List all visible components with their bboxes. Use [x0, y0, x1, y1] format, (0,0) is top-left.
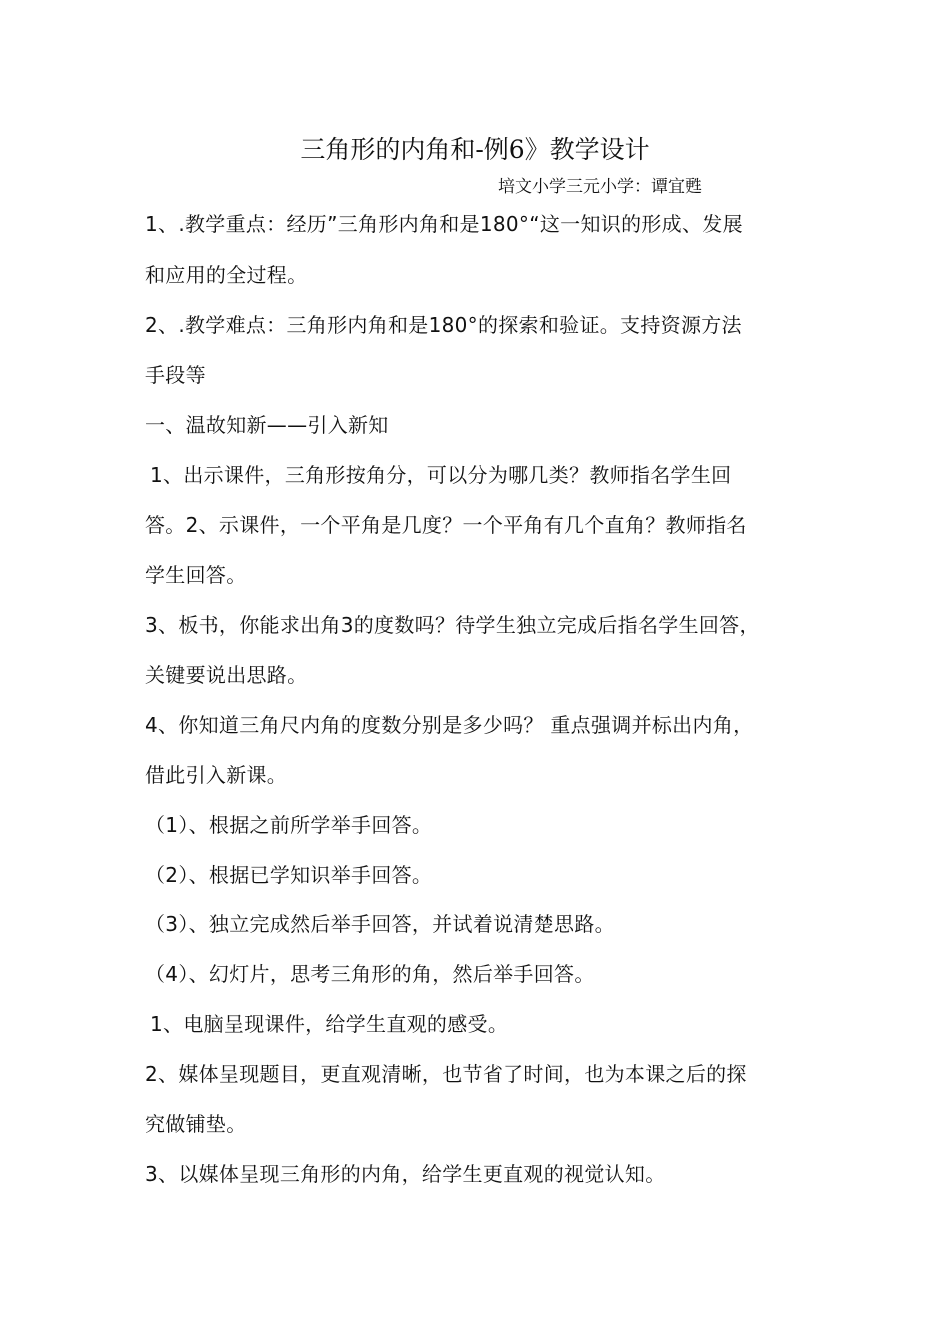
difficulty-line-2: 手段等 — [145, 363, 206, 387]
paragraph-line: 1、电脑呈现课件，给学生直观的感受。 — [150, 1012, 509, 1036]
paragraph-line: 3、以媒体呈现三角形的内角，给学生更直观的视觉认知。 — [145, 1162, 666, 1186]
key-point-line-1: 1、.教学重点：经历”三角形内角和是180°“这一知识的形成、发展 — [145, 212, 743, 236]
paragraph-line: 究做铺垫。 — [145, 1112, 247, 1136]
list-item: （1）、根据之前所学举手回答。 — [145, 813, 433, 837]
paragraph-line: 答。2、示课件，一个平角是几度？一个平角有几个直角？教师指名 — [145, 513, 747, 537]
list-item: （4）、幻灯片，思考三角形的角，然后举手回答。 — [145, 962, 595, 986]
document-author: 培文小学三元小学：谭宜甦 — [498, 177, 702, 197]
paragraph-line: 4、你知道三角尺内角的度数分别是多少吗？ 重点强调并标出内角， — [145, 713, 754, 737]
paragraph-line: 1、出示课件，三角形按角分，可以分为哪几类？教师指名学生回 — [150, 463, 732, 487]
paragraph-line: 借此引入新课。 — [145, 763, 288, 787]
list-item: （3）、独立完成然后举手回答，并试着说清楚思路。 — [145, 912, 615, 936]
paragraph-line: 学生回答。 — [145, 563, 247, 587]
document-title: 三角形的内角和-例6》教学设计 — [300, 135, 650, 164]
paragraph-line: 3、板书，你能求出角3的度数吗？待学生独立完成后指名学生回答， — [145, 613, 760, 637]
key-point-line-2: 和应用的全过程。 — [145, 263, 308, 287]
list-item: （2）、根据已学知识举手回答。 — [145, 863, 433, 887]
paragraph-line: 2、媒体呈现题目，更直观清晰，也节省了时间，也为本课之后的探 — [145, 1062, 747, 1086]
section-heading: 一、温故知新——引入新知 — [145, 413, 389, 437]
paragraph-line: 关键要说出思路。 — [145, 663, 308, 687]
difficulty-line-1: 2、.教学难点：三角形内角和是180°的探索和验证。支持资源方法 — [145, 313, 742, 337]
